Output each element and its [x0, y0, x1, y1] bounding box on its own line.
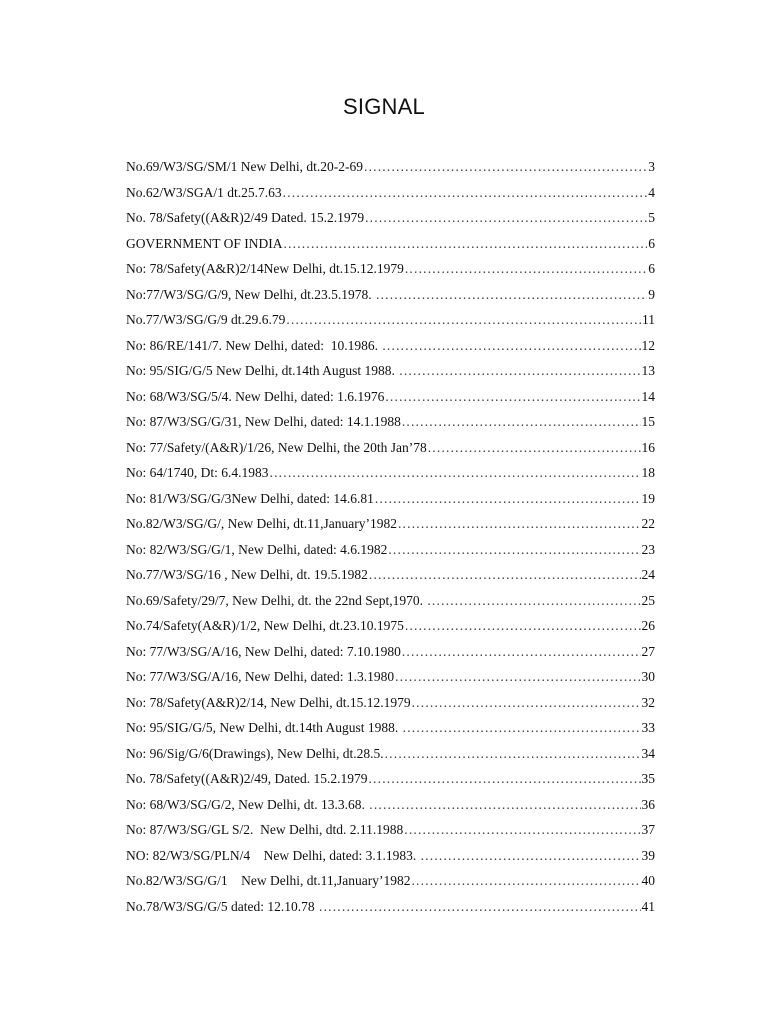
- toc-page-number: 35: [641, 771, 655, 786]
- toc-entry[interactable]: [126, 460, 655, 486]
- toc-entry[interactable]: [126, 231, 655, 257]
- toc-entry-title: No.69/W3/SG/SM/1 New Delhi, dt.20-2-69: [126, 159, 363, 174]
- toc-entry[interactable]: [126, 307, 655, 333]
- toc-page-number: 11: [642, 312, 655, 327]
- toc-dot-leader: [403, 715, 641, 741]
- toc-dot-leader: [284, 231, 648, 257]
- toc-entry[interactable]: [126, 486, 655, 512]
- toc-entry[interactable]: [126, 741, 655, 767]
- toc-entry-title: No: 68/W3/SG/5/4. New Delhi, dated: 1.6.1976: [126, 388, 385, 404]
- toc-dot-leader: [382, 333, 640, 359]
- toc-page-number: 6: [648, 261, 655, 276]
- toc-page-number: 23: [641, 541, 655, 557]
- toc-entry-title: No: 87/W3/SG/G/31, New Delhi, dated: 14.1.1988: [126, 414, 401, 429]
- toc-entry[interactable]: [126, 715, 655, 741]
- toc-entry-title: No: 77/Safety/(A&R)/1/26, New Delhi, the 20th Jan’78: [126, 439, 427, 455]
- toc-entry[interactable]: [126, 537, 655, 563]
- toc-page-number: 27: [641, 643, 655, 659]
- toc-entry-title: No: 78/Safety(A&R)2/14New Delhi, dt.15.12.1979: [126, 261, 404, 276]
- toc-page-number: 18: [641, 465, 655, 480]
- toc-entry-title: No: 82/W3/SG/G/1, New Delhi, dated: 4.6.1982: [126, 541, 388, 557]
- toc-entry[interactable]: [126, 639, 655, 665]
- toc-dot-leader: [319, 894, 641, 920]
- toc-page-number: 34: [641, 745, 655, 761]
- toc-dot-leader: [364, 154, 647, 180]
- toc-dot-leader: [388, 537, 640, 563]
- toc-entry[interactable]: [126, 690, 655, 716]
- toc-entry[interactable]: [126, 562, 655, 588]
- toc-dot-leader: [404, 817, 640, 843]
- toc-dot-leader: [395, 664, 640, 690]
- toc-page-number: 32: [641, 694, 655, 710]
- toc-page-number: 5: [648, 210, 655, 225]
- toc-dot-leader: [428, 435, 641, 461]
- toc-entry[interactable]: [126, 588, 655, 614]
- toc-dot-leader: [365, 205, 647, 231]
- toc-page-number: 12: [641, 337, 655, 353]
- table-of-contents: [126, 154, 655, 919]
- toc-entry-title: No: 96/Sig/G/6(Drawings), New Delhi, dt.28.5.: [126, 745, 384, 761]
- toc-page-number: 3: [648, 159, 655, 174]
- toc-entry[interactable]: [126, 384, 655, 410]
- toc-page-number: 33: [641, 720, 655, 735]
- toc-entry[interactable]: [126, 205, 655, 231]
- toc-entry[interactable]: [126, 664, 655, 690]
- toc-entry-title: No.77/W3/SG/16 , New Delhi, dt. 19.5.1982: [126, 567, 368, 582]
- toc-entry[interactable]: [126, 792, 655, 818]
- toc-dot-leader: [375, 486, 641, 512]
- toc-page-number: 39: [641, 847, 655, 863]
- toc-entry[interactable]: [126, 435, 655, 461]
- toc-entry-title: No: 86/RE/141/7. New Delhi, dated: 10.1986.: [126, 337, 382, 353]
- toc-page-number: 9: [648, 286, 655, 302]
- toc-entry[interactable]: [126, 766, 655, 792]
- toc-entry-title: No.62/W3/SGA/1 dt.25.7.63: [126, 184, 282, 200]
- toc-entry-title: No: 78/Safety(A&R)2/14, New Delhi, dt.15.12.1979: [126, 694, 411, 710]
- toc-entry-title: No.74/Safety(A&R)/1/2, New Delhi, dt.23.10.1975: [126, 618, 404, 633]
- toc-entry[interactable]: [126, 282, 655, 308]
- toc-entry-title: No. 78/Safety((A&R)2/49 Dated. 15.2.1979: [126, 210, 365, 225]
- toc-page-number: 24: [641, 567, 655, 582]
- toc-dot-leader: [385, 741, 641, 767]
- toc-page-number: 4: [648, 184, 655, 200]
- toc-page-number: 13: [641, 363, 655, 378]
- toc-entry-title: No: 77/W3/SG/A/16, New Delhi, dated: 7.10.1980: [126, 643, 401, 659]
- toc-entry[interactable]: [126, 409, 655, 435]
- toc-entry-title: No. 78/Safety((A&R)2/49, Dated. 15.2.1979: [126, 771, 368, 786]
- toc-entry[interactable]: [126, 333, 655, 359]
- toc-entry[interactable]: [126, 358, 655, 384]
- toc-entry-title: No: 87/W3/SG/GL S/2. New Delhi, dtd. 2.11.1988: [126, 822, 404, 837]
- toc-page-number: 36: [641, 796, 655, 812]
- toc-entry-title: No.82/W3/SG/G/1 New Delhi, dt.11,January’1982: [126, 873, 411, 888]
- toc-entry-title: No: 64/1740, Dt: 6.4.1983: [126, 465, 269, 480]
- toc-entry-title: No: 95/SIG/G/5 New Delhi, dt.14th August 1988.: [126, 363, 399, 378]
- toc-dot-leader: [405, 256, 647, 282]
- toc-page-number: 22: [641, 516, 655, 531]
- toc-page-number: 40: [641, 873, 655, 888]
- toc-dot-leader: [376, 282, 647, 308]
- toc-page-number: 25: [641, 592, 655, 608]
- toc-dot-leader: [412, 690, 641, 716]
- toc-dot-leader: [368, 766, 640, 792]
- toc-entry[interactable]: [126, 843, 655, 869]
- toc-entry-title: No: 77/W3/SG/A/16, New Delhi, dated: 1.3.1980: [126, 669, 395, 684]
- toc-dot-leader: [427, 588, 640, 614]
- toc-entry[interactable]: [126, 613, 655, 639]
- toc-page-number: 26: [641, 618, 655, 633]
- toc-entry-title: No:77/W3/SG/G/9, New Delhi, dt.23.5.1978.: [126, 286, 375, 302]
- toc-page-number: 14: [641, 388, 655, 404]
- toc-entry-title: No.69/Safety/29/7, New Delhi, dt. the 22nd Sept,1970.: [126, 592, 427, 608]
- toc-dot-leader: [286, 307, 641, 333]
- toc-page-number: 15: [641, 414, 655, 429]
- toc-entry-title: No: 81/W3/SG/G/3New Delhi, dated: 14.6.81: [126, 490, 374, 506]
- toc-dot-leader: [411, 868, 640, 894]
- toc-entry-title: GOVERNMENT OF INDIA: [126, 235, 283, 251]
- toc-dot-leader: [270, 460, 641, 486]
- toc-entry[interactable]: [126, 894, 655, 920]
- toc-entry[interactable]: [126, 868, 655, 894]
- toc-page-number: 19: [641, 490, 655, 506]
- toc-page-number: 41: [641, 898, 655, 914]
- toc-entry[interactable]: [126, 256, 655, 282]
- toc-dot-leader: [405, 613, 641, 639]
- page-title: SIGNAL: [343, 94, 425, 119]
- toc-dot-leader: [402, 409, 641, 435]
- toc-dot-leader: [385, 384, 640, 410]
- toc-page-number: 37: [641, 822, 655, 837]
- toc-entry-title: No.78/W3/SG/G/5 dated: 12.10.78: [126, 898, 318, 914]
- toc-page-number: 30: [641, 669, 655, 684]
- toc-dot-leader: [369, 562, 641, 588]
- toc-dot-leader: [283, 180, 648, 206]
- toc-page-number: 16: [641, 439, 655, 455]
- toc-page-number: 6: [648, 235, 655, 251]
- toc-entry-title: No: 68/W3/SG/G/2, New Delhi, dt. 13.3.68.: [126, 796, 369, 812]
- toc-entry[interactable]: [126, 154, 655, 180]
- toc-entry-title: NO: 82/W3/SG/PLN/4 New Delhi, dated: 3.1.1983.: [126, 847, 420, 863]
- toc-dot-leader: [421, 843, 641, 869]
- toc-dot-leader: [369, 792, 640, 818]
- toc-entry[interactable]: [126, 511, 655, 537]
- toc-entry-title: No: 95/SIG/G/5, New Delhi, dt.14th August 1988.: [126, 720, 402, 735]
- toc-entry[interactable]: [126, 180, 655, 206]
- toc-dot-leader: [402, 639, 641, 665]
- toc-entry-title: No.82/W3/SG/G/, New Delhi, dt.11,January’1982: [126, 516, 397, 531]
- toc-entry-title: No.77/W3/SG/G/9 dt.29.6.79: [126, 312, 286, 327]
- toc-dot-leader: [399, 358, 640, 384]
- toc-entry[interactable]: [126, 817, 655, 843]
- toc-dot-leader: [398, 511, 641, 537]
